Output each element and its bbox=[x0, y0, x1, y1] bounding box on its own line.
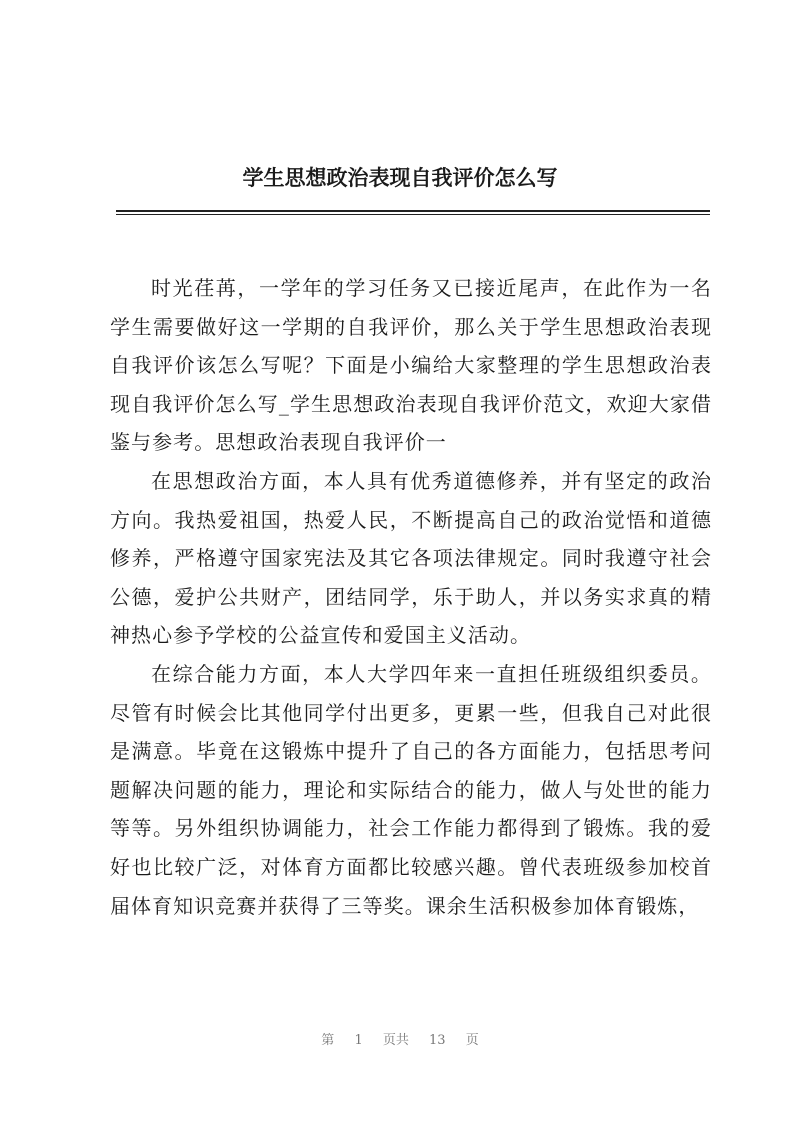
title-divider-thin bbox=[116, 214, 710, 215]
footer-page-number: 1 bbox=[354, 1033, 363, 1048]
footer-suffix: 页 bbox=[465, 1033, 479, 1048]
footer-prefix: 第 bbox=[321, 1033, 335, 1048]
footer-total-pages: 13 bbox=[429, 1033, 446, 1048]
page-title: 学生思想政治表现自我评价怎么写 bbox=[242, 165, 558, 190]
title-divider-thick bbox=[116, 210, 710, 212]
paragraph-intro: 时光荏苒，一学年的学习任务又已接近尾声，在此作为一名学生需要做好这一学期的自我评价，那么关于学生思想政治表现自我评价该怎么写呢？下面是小编给大家整理的学生思想政治表现自我评价怎么写_学生思想政治表现自我评价范文，欢迎大家借鉴与参考。思想政治表现自我评价一 bbox=[110, 276, 712, 455]
paragraph-political: 在思想政治方面，本人具有优秀道德修养，并有坚定的政治方向。我热爱祖国，热爱人民，不断提高自己的政治觉悟和道德修养，严格遵守国家宪法及其它各项法律规定。同时我遵守社会公德，爱护公共财产，团结同学，乐于助人，并以务实求真的精神热心参予学校的公益宣传和爱国主义活动。 bbox=[110, 468, 712, 648]
page-footer bbox=[0, 1031, 800, 1051]
paragraph-ability: 在综合能力方面，本人大学四年来一直担任班级组织委员。尽管有时候会比其他同学付出更多，更累一些，但我自己对此很是满意。毕竟在这锻炼中提升了自己的各方面能力，包括思考问题解决问题的能力，理论和实际结合的能力，做人与处世的能力等等。另外组织协调能力，社会工作能力都得到了锻炼。我的爱好也比较广泛，对体育方面都比较感兴趣。曾代表班级参加校首届体育知识竞赛并获得了三等奖。课余生活积极参加体育锻炼， bbox=[110, 661, 712, 918]
footer-middle: 页共 bbox=[382, 1033, 409, 1048]
document-body bbox=[110, 269, 712, 925]
